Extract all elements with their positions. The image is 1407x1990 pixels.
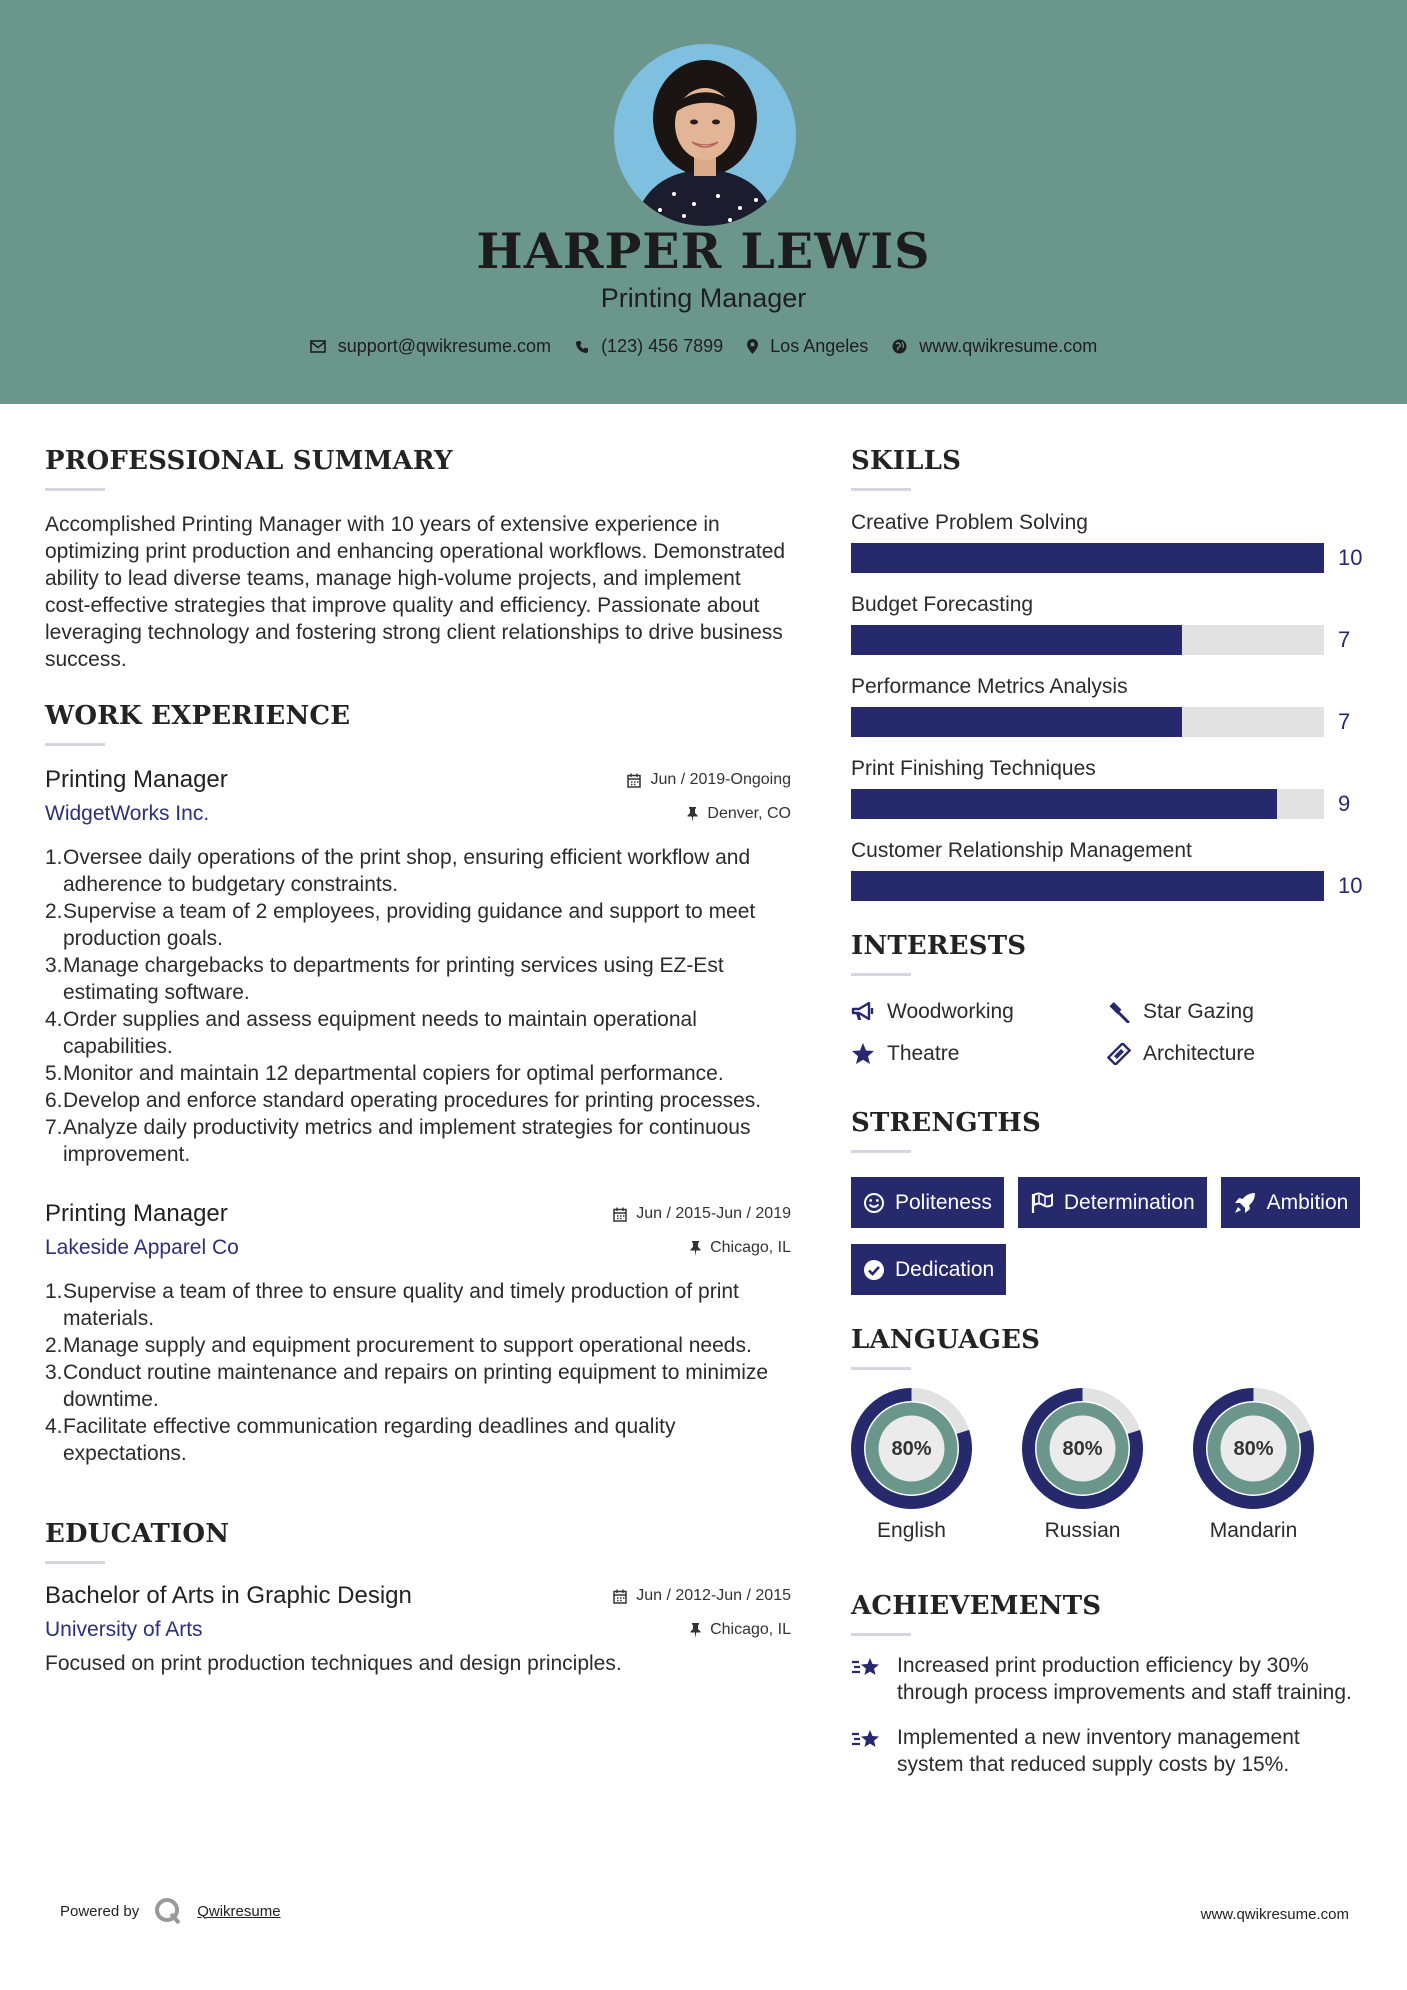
job-bullets: [45, 1278, 791, 1467]
calendar-icon: [627, 773, 641, 788]
skill-name: Print Finishing Techniques: [851, 757, 1096, 780]
contact-email-text: support@qwikresume.com: [337, 336, 552, 356]
star-icon: [851, 1043, 875, 1065]
contact-location-text: Los Angeles: [770, 336, 869, 356]
skill-bar-track: [851, 707, 1324, 737]
skill-level: 7: [1338, 709, 1351, 734]
skill-item: [851, 593, 1371, 655]
skill-name: Customer Relationship Management: [851, 839, 1192, 862]
left-column: [45, 446, 791, 1676]
interests-heading: INTERESTS: [851, 931, 1027, 961]
job-role: Printing Manager: [45, 766, 228, 793]
interest-item: [851, 1042, 1107, 1066]
calendar-icon: [613, 1589, 627, 1604]
candidate-name: HARPER LEWIS: [476, 222, 931, 280]
resume-header: [0, 0, 1407, 404]
job-company: WidgetWorks Inc.: [45, 802, 210, 825]
skill-level: 9: [1338, 791, 1351, 816]
contact-phone-text: (123) 456 7899: [601, 336, 724, 356]
job-role: Printing Manager: [45, 1200, 228, 1227]
pushpin-icon: [690, 1623, 701, 1638]
education-location: [690, 1621, 791, 1639]
map-marker-icon: [747, 339, 758, 354]
skill-item: [851, 511, 1371, 573]
job-entry: [45, 1200, 791, 1467]
section-divider: [45, 743, 105, 746]
skill-item: [851, 675, 1371, 737]
strength-badge: [851, 1177, 1004, 1228]
skill-item: [851, 757, 1371, 819]
job-dates: [627, 771, 791, 789]
summary-heading: PROFESSIONAL SUMMARY: [45, 446, 453, 476]
strength-label: Determination: [1063, 1190, 1195, 1214]
skill-level: 10: [1338, 873, 1363, 898]
summary-text: Accomplished Printing Manager with 10 years of extensive experience in optimizing print production and enhancing operational workflows. Demonstrated ability to lead diverse teams, manage high-volume projects, and implement cost-effective strategies that improve quality and efficiency. Passionate about leveraging technology and fostering strong client relationships to drive business success.: [45, 513, 786, 671]
section-divider: [45, 488, 105, 491]
skill-item: [851, 839, 1371, 901]
skills-heading: SKILLS: [851, 446, 962, 476]
job-bullets: [45, 844, 791, 1168]
job-dates: [613, 1205, 791, 1223]
language-gauge: [851, 1388, 972, 1509]
footer-website[interactable]: www.qwikresume.com: [1200, 1906, 1349, 1923]
contact-website-text: www.qwikresume.com: [919, 336, 1098, 356]
skill-bar-track: [851, 871, 1324, 901]
education-section: [45, 1519, 791, 1676]
job-company: Lakeside Apparel Co: [45, 1236, 239, 1259]
languages-section: [851, 1325, 1371, 1543]
flag-icon: [1030, 1192, 1054, 1214]
rocket-icon: [1233, 1191, 1257, 1215]
contact-bar: [0, 336, 1407, 357]
education-degree: Bachelor of Arts in Graphic Design: [45, 1582, 412, 1609]
skills-list: [851, 511, 1371, 901]
strengths-section: [851, 1108, 1371, 1295]
education-dates: [613, 1587, 791, 1605]
globe-icon: [892, 339, 907, 354]
interest-label: Theatre: [887, 1042, 960, 1065]
section-divider: [851, 1633, 911, 1636]
interest-item: [1107, 1000, 1363, 1024]
shooting-star-icon: [851, 1726, 883, 1754]
skill-bar-fill: [851, 625, 1182, 655]
shooting-star-icon: [851, 1654, 883, 1682]
envelope-icon: [310, 340, 326, 353]
smile-icon: [863, 1192, 885, 1214]
strength-label: Politeness: [895, 1190, 992, 1214]
education-dates-text: Jun / 2012-Jun / 2015: [636, 1587, 791, 1604]
section-divider: [45, 1561, 105, 1564]
language-percent: 80%: [1233, 1438, 1274, 1460]
achievements-section: [851, 1591, 1371, 1778]
summary-section: [45, 446, 791, 673]
right-column: [851, 446, 1371, 1778]
footer-powered-by: [60, 1896, 281, 1926]
list-item: 1. Supervise a team of three to ensure quality and timely production of print materials.: [45, 1280, 739, 1330]
achievement-item: [851, 1724, 1371, 1778]
contact-location: [747, 336, 868, 357]
skill-bar-fill: [851, 707, 1182, 737]
strength-label: Ambition: [1266, 1190, 1349, 1214]
pushpin-icon: [690, 1241, 701, 1256]
footer-brand-link[interactable]: Qwikresume: [197, 1902, 281, 1920]
skill-name: Creative Problem Solving: [851, 511, 1088, 534]
language-item: [851, 1388, 972, 1543]
calendar-icon: [613, 1207, 627, 1222]
phone-icon: [575, 340, 589, 354]
language-percent: 80%: [1062, 1438, 1103, 1460]
strength-badge: [1221, 1177, 1361, 1228]
skill-bar-track: [851, 543, 1324, 573]
achievement-text: Increased print production efficiency by 30% through process improvements and staff training.: [897, 1654, 1352, 1704]
interest-item: [851, 1000, 1107, 1024]
skill-level: 7: [1338, 627, 1351, 652]
job-location-text: Chicago, IL: [710, 1239, 791, 1256]
list-item: 7. Analyze daily productivity metrics and implement strategies for continuous improvement.: [45, 1116, 751, 1166]
skill-name: Budget Forecasting: [851, 593, 1034, 616]
strength-label: Dedication: [895, 1257, 995, 1281]
skill-bar-fill: [851, 789, 1277, 819]
avatar: [614, 44, 796, 226]
list-item: 2. Manage supply and equipment procurement to support operational needs.: [45, 1334, 752, 1357]
list-item: 3. Conduct routine maintenance and repairs on printing equipment to minimize downtime.: [45, 1361, 769, 1411]
gavel-icon: [1107, 1001, 1131, 1023]
job-dates-text: Jun / 2019-Ongoing: [650, 771, 791, 788]
skill-level: 10: [1338, 545, 1363, 570]
job-dates-text: Jun / 2015-Jun / 2019: [636, 1205, 791, 1222]
skills-section: [851, 446, 1371, 901]
contact-website[interactable]: [892, 336, 1097, 357]
list-item: 1. Oversee daily operations of the print shop, ensuring efficient workflow and adherence to budgetary constraints.: [45, 846, 751, 896]
language-item: [1022, 1388, 1143, 1543]
language-name: Russian: [1044, 1519, 1121, 1542]
skill-bar-fill: [851, 871, 1324, 901]
language-item: [1193, 1388, 1314, 1543]
skill-bar-fill: [851, 543, 1324, 573]
list-item: 6. Develop and enforce standard operating procedures for printing processes.: [45, 1089, 762, 1112]
pushpin-icon: [687, 807, 698, 822]
check-circle-icon: [863, 1259, 885, 1281]
list-item: 4. Order supplies and assess equipment needs to maintain operational capabilities.: [45, 1008, 697, 1058]
experience-section: [45, 701, 791, 1467]
language-gauge: [1193, 1388, 1314, 1509]
footer-powered-label: Powered by: [60, 1902, 140, 1920]
section-divider: [851, 1150, 911, 1153]
contact-phone[interactable]: [575, 336, 723, 357]
contact-email[interactable]: [310, 336, 551, 357]
section-divider: [851, 488, 911, 491]
job-location: [690, 1239, 791, 1257]
language-name: English: [877, 1519, 946, 1542]
interests-section: [851, 931, 1371, 1066]
list-item: 2. Supervise a team of 2 employees, providing guidance and support to meet production goals.: [45, 900, 756, 950]
education-description: Focused on print production techniques and design principles.: [45, 1652, 622, 1675]
skill-bar-track: [851, 789, 1324, 819]
list-item: 3. Manage chargebacks to departments for printing services using EZ-Est estimating software.: [45, 954, 724, 1004]
list-item: 4. Facilitate effective communication regarding deadlines and quality expectations.: [45, 1415, 676, 1465]
qwikresume-logo-icon: [153, 1896, 183, 1926]
language-gauge: [1022, 1388, 1143, 1509]
strength-badge: [851, 1244, 1006, 1295]
education-heading: EDUCATION: [45, 1519, 230, 1549]
list-item: 5. Monitor and maintain 12 departmental copiers for optimal performance.: [45, 1062, 724, 1085]
achievements-heading: ACHIEVEMENTS: [851, 1591, 1102, 1621]
bullhorn-icon: [851, 1002, 875, 1022]
education-location-text: Chicago, IL: [710, 1621, 791, 1638]
language-percent: 80%: [891, 1438, 932, 1460]
job-location: [687, 805, 791, 823]
candidate-title: Printing Manager: [600, 283, 807, 313]
achievement-item: [851, 1652, 1371, 1706]
education-school: University of Arts: [45, 1618, 203, 1641]
experience-heading: WORK EXPERIENCE: [45, 701, 351, 731]
strengths-heading: STRENGTHS: [851, 1108, 1042, 1138]
languages-heading: LANGUAGES: [851, 1325, 1041, 1355]
ticket-icon: [1107, 1043, 1131, 1065]
job-location-text: Denver, CO: [707, 805, 791, 822]
interest-label: Star Gazing: [1143, 1000, 1254, 1023]
interest-label: Architecture: [1143, 1042, 1256, 1065]
language-name: Mandarin: [1209, 1519, 1298, 1542]
strength-badge: [1018, 1177, 1207, 1228]
interest-item: [1107, 1042, 1363, 1066]
job-entry: [45, 766, 791, 1168]
section-divider: [851, 973, 911, 976]
skill-name: Performance Metrics Analysis: [851, 675, 1128, 698]
section-divider: [851, 1367, 911, 1370]
skill-bar-track: [851, 625, 1324, 655]
achievement-text: Implemented a new inventory management system that reduced supply costs by 15%.: [897, 1726, 1300, 1776]
interest-label: Woodworking: [887, 1000, 1014, 1023]
